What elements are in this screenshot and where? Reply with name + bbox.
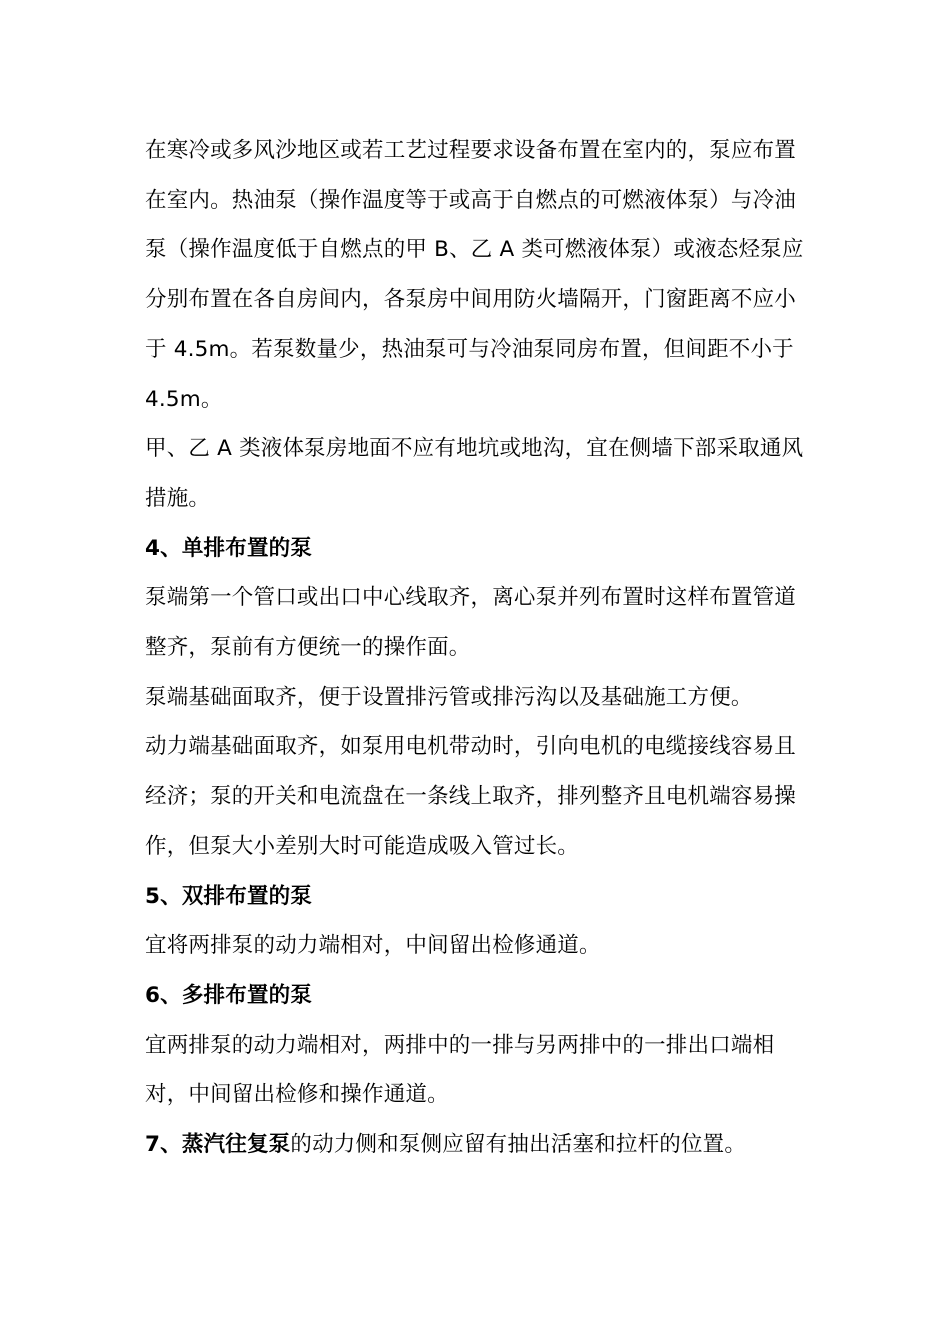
paragraph-pump-room-floor: 甲、乙 A 类液体泵房地面不应有地坑或地沟，宜在侧墙下部采取通风措施。 — [145, 436, 804, 511]
paragraph-single-row-3: 动力端基础面取齐，如泵用电机带动时，引向电机的电缆接线容易且经济；泵的开关和电流盘在一条线上取齐，排列整齐且电机端容易操作，但泵大小差别大时可能造成吸入管过长。 — [145, 734, 797, 859]
paragraph-double-row: 宜将两排泵的动力端相对，中间留出检修通道。 — [145, 933, 601, 959]
paragraph-pump-room-layout: 在寒冷或多风沙地区或若工艺过程要求设备布置在室内的，泵应布置在室内。热油泵（操作温度等于或高于自燃点的可燃液体泵）与冷油泵（操作温度低于自燃点的甲 B、乙 A 类可燃液体泵）或液态烃泵应分别布置在各自房间内，各泵房中间用防火墙隔开，门窗距离不应小于 4.5m。若泵数量少，热油泵可与冷油泵同房布置，但间距不小于 4.5m。 — [145, 138, 804, 412]
paragraph-multi-row: 宜两排泵的动力端相对，两排中的一排与另两排中的一排出口端相对，中间留出检修和操作通道。 — [145, 1032, 775, 1108]
section-heading-steam-pump: 7、蒸汽往复泵 — [145, 1132, 291, 1158]
section-heading-double-row: 5、双排布置的泵 — [145, 883, 313, 909]
paragraph-single-row-2: 泵端基础面取齐，便于设置排污管或排污沟以及基础施工方便。 — [145, 684, 753, 710]
paragraph-single-row-1: 泵端第一个管口或出口中心线取齐，离心泵并列布置时这样布置管道整齐，泵前有方便统一的操作面。 — [145, 585, 797, 661]
steam-pump-text: 的动力侧和泵侧应留有抽出活塞和拉杆的位置。 — [290, 1132, 747, 1158]
paragraph-steam-reciprocating-pump — [145, 1120, 810, 1170]
section-heading-multi-row: 6、多排布置的泵 — [145, 982, 313, 1008]
document-body — [145, 126, 810, 1170]
section-heading-single-row: 4、单排布置的泵 — [145, 535, 313, 561]
